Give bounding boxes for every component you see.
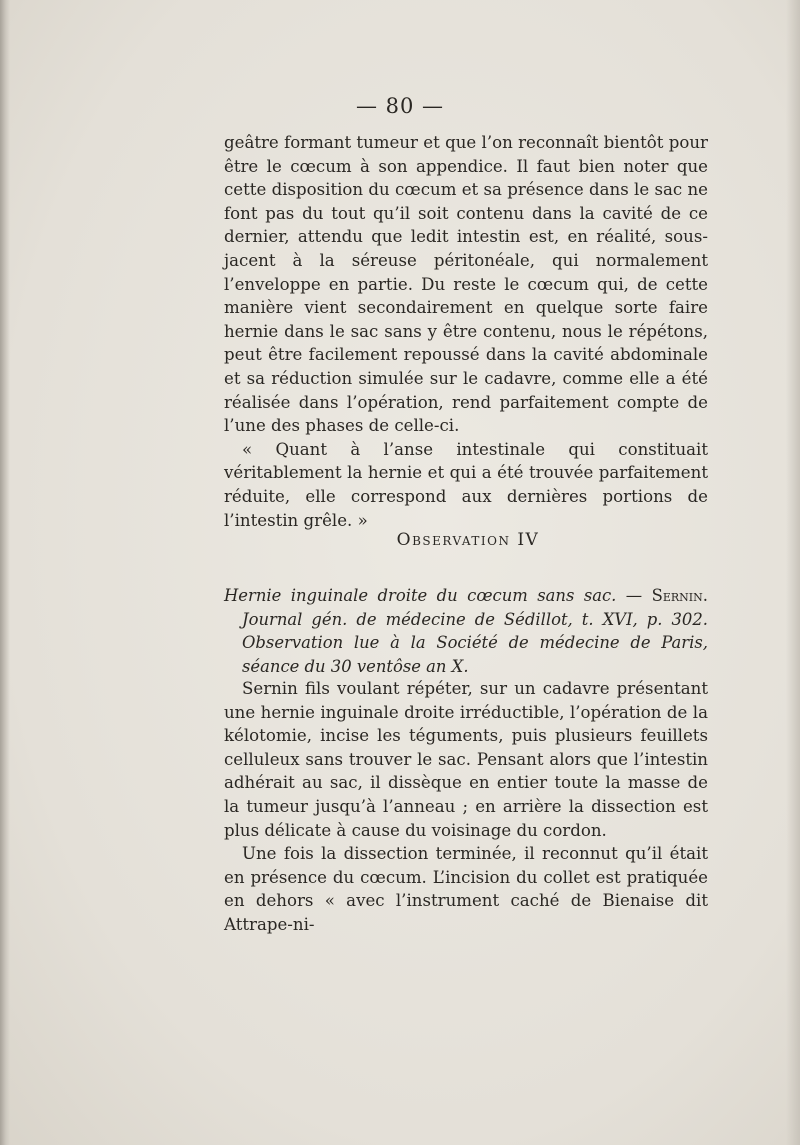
paragraph: « Quant à l’anse intestinale qui constituait véritablement la hernie et qui a été trouvée parfaitement réduite, elle correspond aux dernières portions de l’intestin grêle. » — [224, 439, 708, 530]
caption-author: Sernin. — [651, 586, 708, 605]
observation-caption — [224, 584, 708, 678]
observation-heading — [0, 530, 800, 550]
paragraph: geâtre formant tumeur et que l’on reconnaît bientôt pour être le cœcum à son appendice. Il faut bien noter que cette disposition du cœcum et sa présence dans le sac ne font pas du tout qu’il soit contenu dans la cavité de ce dernier, attendu que ledit intestin est, en réalité, sous-jacent à la séreuse péritonéale, qui normalement l’enveloppe en partie. Du reste le cœcum qui, de cette manière vient secondairement en quelque sorte faire hernie dans le sac sans y être contenu, nous le répétons, peut être facilement repoussé dans la cavité abdominale et sa réduction simulée sur le cadavre, comme elle a été réalisée dans l’opération, rend parfaitement compte de l’une des phases de celle-ci. — [224, 133, 708, 436]
caption-title: Hernie inguinale droite du cœcum sans sac. — — [224, 586, 643, 605]
paragraph: Une fois la dissection terminée, il reconnut qu’il était en présence du cœcum. L’incision du collet est pratiquée en dehors « avec l’instrument caché de Bienaise dit Attrape-ni- — [224, 844, 708, 934]
observation-heading-text: Observation IV — [396, 530, 540, 550]
paragraph: Sernin fils voulant répéter, sur un cadavre présentant une hernie inguinale droite irréductible, l’opération de la kélotomie, incise les téguments, puis plusieurs feuillets celluleux sans trouver le sac. Pensant alors que l’intestin adhérait au sac, il dissèque en entier toute la masse de la tumeur jusqu’à l’anneau ; en arrière la dissection est plus délicate à cause du voisinage du cordon. — [224, 679, 708, 840]
page-number: — 80 — — [355, 94, 445, 118]
body-text-bottom — [224, 677, 708, 937]
page-left-edge-shadow — [0, 0, 10, 1145]
caption-source: Journal gén. de médecine de Sédillot, t. XVI, p. 302. Observation lue à la Société de médecine de Paris, séance du 30 ventôse an X. — [242, 609, 708, 676]
page-right-edge-shadow — [786, 0, 800, 1145]
body-text-top — [224, 131, 708, 532]
